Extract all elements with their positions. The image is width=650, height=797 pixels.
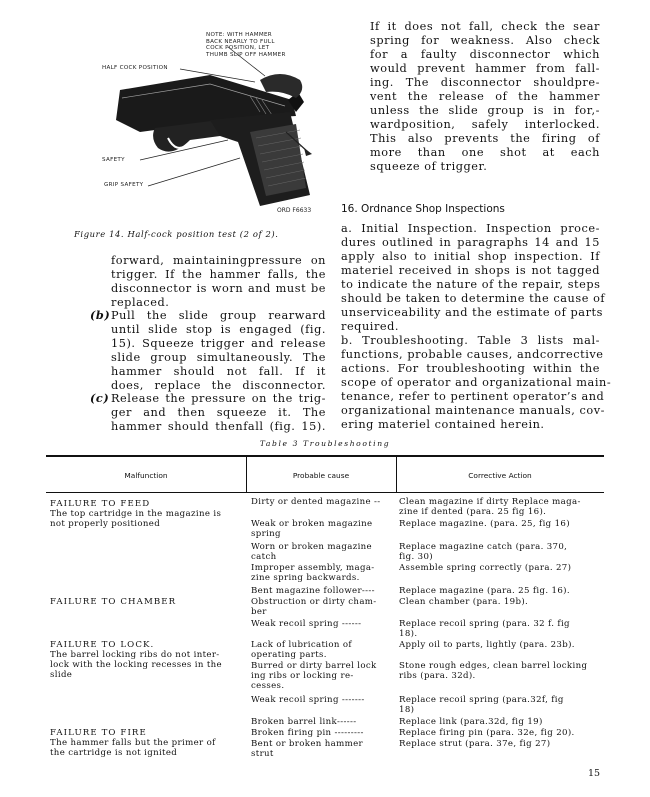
action-cell: Assemble spring correctly (para. 27): [399, 563, 572, 573]
malfunction-cell: not properly positioned: [50, 519, 161, 529]
action-cell: Replace firing pin (para. 32e, fig 20).: [399, 728, 575, 738]
malfunction-cell: FAILURE TO LOCK.: [50, 640, 155, 650]
action-cell: Replace magazine catch (para. 370,: [399, 542, 568, 552]
malfunction-cell: FAILURE TO FIRE: [50, 728, 147, 738]
right-line: for a faulty disconnector which: [370, 48, 600, 61]
table-caption: Table 3 Troubleshooting: [259, 439, 391, 448]
cause-cell: ber: [251, 607, 267, 617]
action-cell: fig. 30): [399, 552, 433, 562]
malfunction-cell: The barrel locking ribs do not inter-: [50, 650, 220, 660]
figure-half-cock-test: [60, 20, 350, 225]
callout-grip-safety: GRIP SAFETY: [104, 182, 144, 188]
right-line: should be taken to determine the cause of: [341, 292, 606, 305]
right-line: ering materiel contained herein.: [341, 418, 545, 431]
action-cell: 18): [399, 705, 415, 715]
right-line: This also prevents the firing of: [370, 132, 600, 145]
action-cell: Apply oil to parts, lightly (para. 23b).: [399, 640, 575, 650]
figure-caption: Figure 14. Half-cock position test (2 of 2).: [74, 229, 279, 239]
action-cell: Replace recoil spring (para.32f, fig: [399, 695, 564, 705]
right-line: a. Initial Inspection. Inspection proce-: [341, 222, 600, 235]
malfunction-cell: slide: [50, 670, 73, 680]
left-line: slide group simultaneously. The: [111, 351, 326, 364]
cause-cell: Improper assembly, maga-: [251, 563, 375, 573]
right-line: dures outlined in paragraphs 14 and 15: [341, 236, 600, 249]
cause-cell: Bent or broken hammer: [251, 739, 363, 749]
malfunction-cell: lock with the locking recesses in the: [50, 660, 222, 670]
right-line: tenance, refer to pertinent operator’s and: [341, 390, 605, 403]
action-cell: Replace strut (para. 37e, fig 27): [399, 739, 551, 749]
right-line: unless the slide group is in for,-: [370, 104, 600, 117]
table-top-rule: [46, 455, 604, 457]
left-line: does, replace the disconnector.: [111, 379, 326, 392]
left-line: trigger. If the hammer falls, the: [111, 268, 326, 281]
right-line: actions. For troubleshooting within the: [341, 362, 600, 375]
pistol-illustration: [60, 20, 350, 225]
action-cell: Replace magazine (para. 25 fig. 16).: [399, 586, 570, 596]
right-line: If it does not fall, check the sear: [370, 20, 600, 33]
right-line: materiel received in shops is not tagged: [341, 264, 600, 277]
right-line: to indicate the nature of the repair, steps: [341, 278, 601, 291]
right-line: required.: [341, 320, 400, 333]
action-cell: Replace link (para.32d, fig 19): [399, 717, 543, 727]
cause-cell: Bent magazine follower----: [251, 586, 375, 596]
cause-cell: Weak recoil spring ------: [251, 619, 362, 629]
left-line: replaced.: [111, 296, 170, 309]
malfunction-cell: FAILURE TO CHAMBER: [50, 597, 177, 607]
right-line: spring for weakness. Also check: [370, 34, 600, 47]
action-cell: Stone rough edges, clean barrel locking: [399, 661, 588, 671]
header-malfunction: Malfunction: [124, 471, 168, 480]
cause-cell: Worn or broken magazine: [251, 542, 372, 552]
item-b-marker: (b): [90, 308, 111, 322]
callout-safety: SAFETY: [102, 157, 125, 163]
action-cell: Clean magazine if dirty Replace maga-: [399, 497, 581, 507]
right-line: functions, probable causes, andcorrective: [341, 348, 604, 361]
action-cell: zine if dented (para. 25 fig 16).: [399, 507, 547, 517]
cause-cell: cesses.: [251, 681, 285, 691]
cause-cell: Lack of lubrication of: [251, 640, 352, 650]
action-cell: ribs (para. 32d).: [399, 671, 476, 681]
table-header-rule: [46, 492, 604, 493]
section-heading: 16. Ordnance Shop Inspections: [341, 203, 505, 215]
cause-cell: zine spring backwards.: [251, 573, 360, 583]
cause-cell: Burred or dirty barrel lock: [251, 661, 377, 671]
cause-cell: Broken barrel link------: [251, 717, 357, 727]
cause-cell: Broken firing pin ---------: [251, 728, 364, 738]
header-corrective-action: Corrective Action: [468, 471, 532, 480]
right-line: apply also to initial shop inspection. If: [341, 250, 600, 263]
right-line: ing. The disconnector shouldpre-: [370, 76, 600, 89]
right-line: more than one shot at each: [370, 146, 600, 159]
left-line: until slide stop is engaged (fig.: [111, 323, 326, 336]
header-probable-cause: Probable cause: [292, 471, 350, 480]
cause-cell: Weak or broken magazine: [251, 519, 373, 529]
cause-cell: Obstruction or dirty cham-: [251, 597, 377, 607]
troubleshooting-table: [46, 455, 604, 765]
left-line: Release the pressure on the trig-: [111, 392, 326, 405]
right-line: b. Troubleshooting. Table 3 lists mal-: [341, 334, 600, 347]
action-cell: Replace magazine. (para. 25, fig 16): [399, 519, 570, 529]
action-cell: 18).: [399, 629, 418, 639]
right-line: wardposition, safely interlocked.: [370, 118, 600, 131]
right-line: organizational maintenance manuals, cov-: [341, 404, 606, 417]
malfunction-cell: The top cartridge in the magazine is: [50, 509, 222, 519]
right-line: would prevent hammer from fall-: [370, 62, 600, 75]
cause-cell: strut: [251, 749, 274, 759]
left-line: 15). Squeeze trigger and release: [111, 337, 326, 350]
item-c-marker: (c): [90, 391, 110, 405]
right-line: unserviceability and the estimate of parts: [341, 306, 603, 319]
left-line: ger and then squeeze it. The: [111, 406, 326, 419]
cause-cell: Dirty or dented magazine --: [251, 497, 381, 507]
left-line: disconnector is worn and must be: [111, 282, 326, 295]
malfunction-cell: The hammer falls but the primer of: [50, 738, 216, 748]
action-cell: Replace recoil spring (para. 32 f. fig: [399, 619, 570, 629]
right-line: vent the release of the hammer: [370, 90, 600, 103]
cause-cell: catch: [251, 552, 277, 562]
callout-half-cock: HALF COCK POSITION: [102, 65, 168, 71]
malfunction-cell: the cartridge is not ignited: [50, 748, 178, 758]
cause-cell: operating parts.: [251, 650, 327, 660]
right-line: squeeze of trigger.: [370, 160, 488, 173]
cause-cell: spring: [251, 529, 281, 539]
left-line: hammer should thenfall (fig. 15).: [111, 420, 326, 433]
callout-note: NOTE: WITH HAMMER BACK NEARLY TO FULL COCK POSITION, LET THUMB SLIP OFF HAMMER: [206, 32, 286, 58]
left-line: hammer should not fall. If it: [111, 365, 326, 378]
cause-cell: ing ribs or locking re-: [251, 671, 354, 681]
left-line: forward, maintainingpressure on: [111, 254, 326, 267]
action-cell: Clean chamber (para. 19b).: [399, 597, 529, 607]
figure-code: ORD F6633: [277, 207, 312, 214]
page-number: 15: [588, 768, 601, 779]
malfunction-cell: FAILURE TO FEED: [50, 499, 151, 509]
cause-cell: Weak recoil spring -------: [251, 695, 365, 705]
right-line: scope of operator and organizational main-: [341, 376, 612, 389]
left-line: Pull the slide group rearward: [111, 309, 326, 322]
